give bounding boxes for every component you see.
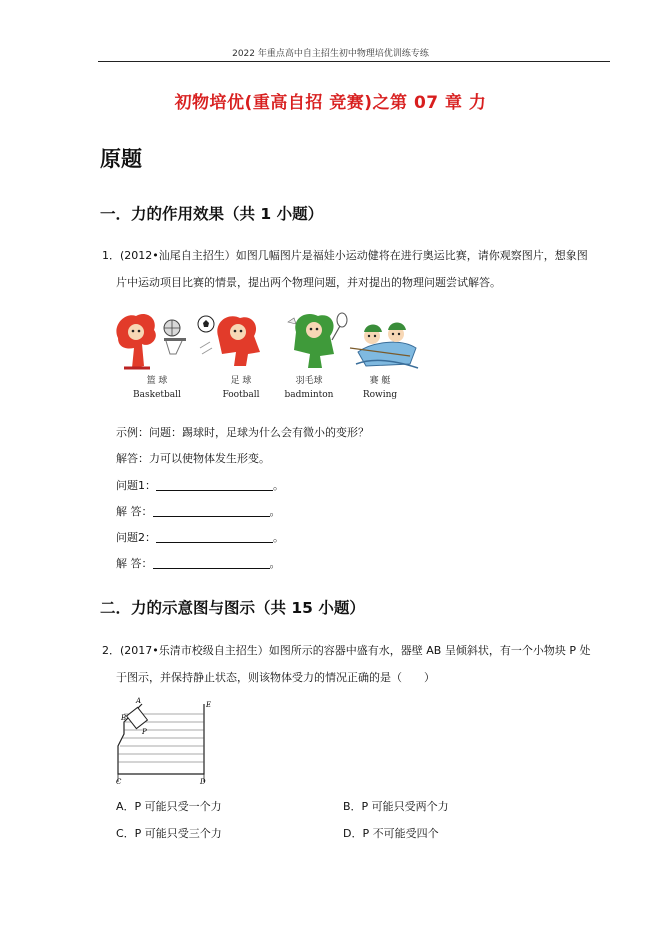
answer-2-label: 解 答： <box>116 557 153 570</box>
mascot-label-rowing: 赛 艇 Rowing <box>362 376 398 400</box>
question-1-line-2: 片中运动项目比赛的情景，提出两个物理问题，并对提出的物理问题尝试解答。 <box>116 276 501 289</box>
container-diagram <box>112 696 222 786</box>
label-D: D <box>200 778 206 786</box>
mascot-label-basketball: 篮 球 Basketball <box>133 376 181 400</box>
question-1-line-1: 1．(2012•汕尾自主招生）如图几幅图片是福娃小运动健将在进行奥运比赛，请你观察图片，想象图 <box>102 249 588 262</box>
section-2-heading: 二．力的示意图与图示（共 15 小题） <box>100 599 365 617</box>
page-header: 2022 年重点高中自主招生初中物理培优训练专练 <box>232 49 429 59</box>
question-1-text <box>102 242 612 296</box>
label-A: A <box>136 697 142 705</box>
example-question: 示例：问题：踢球时，足球为什么会有微小的变形？ <box>116 426 369 439</box>
answer-2-blank[interactable] <box>153 557 270 569</box>
question-2-line-2: 于图示，并保持静止状态，则该物体受力的情况正确的是（ ） <box>116 671 435 684</box>
rowing-mascot-figure <box>350 323 418 369</box>
answer-1-blank[interactable] <box>153 505 270 517</box>
answer-row-answer-2: 解 答： 。 <box>116 557 281 570</box>
question-2-text <box>102 637 612 691</box>
question-2-blank[interactable] <box>156 531 273 543</box>
mascot-label-football: 足 球 Football <box>222 376 260 400</box>
answer-row-answer-1: 解 答： 。 <box>116 505 281 518</box>
badminton-mascot-figure <box>288 313 347 368</box>
answer-row-question-1: 问题1： 。 <box>116 479 284 492</box>
option-B[interactable]: B．P 可能只受两个力 <box>343 800 449 813</box>
mascots-drawing <box>110 308 420 376</box>
football-mascot-figure <box>198 316 260 366</box>
answer-1-label: 解 答： <box>116 505 153 518</box>
section-1-heading: 一．力的作用效果（共 1 小题） <box>100 205 324 223</box>
label-C: C <box>116 778 122 786</box>
header-divider <box>98 61 610 62</box>
example-answer: 解答：力可以使物体发生形变。 <box>116 452 270 465</box>
container-figure <box>112 696 222 786</box>
basketball-mascot-figure <box>116 314 186 368</box>
document-title: 初物培优(重高自招 竞赛)之第 07 章 力 <box>174 93 487 113</box>
option-D[interactable]: D．P 不可能受四个 <box>343 827 439 840</box>
question-1-blank[interactable] <box>156 479 273 491</box>
question-2-label: 问题2： <box>116 531 156 544</box>
section-main-heading: 原题 <box>100 147 142 171</box>
label-P: P <box>142 728 147 736</box>
option-A[interactable]: A．P 可能只受一个力 <box>116 800 222 813</box>
label-E: E <box>206 701 212 709</box>
question-1-label: 问题1： <box>116 479 156 492</box>
option-C[interactable]: C．P 可能只受三个力 <box>116 827 222 840</box>
mascot-label-badminton: 羽毛球 badminton <box>284 376 334 400</box>
question-2-line-1: 2．(2017•乐清市校级自主招生）如图所示的容器中盛有水，器壁 AB 呈倾斜状，有一个小物块 P 处 <box>102 644 591 657</box>
answer-row-question-2: 问题2： 。 <box>116 531 284 544</box>
label-B: B <box>121 714 127 722</box>
fuwa-mascots-image <box>110 308 420 408</box>
